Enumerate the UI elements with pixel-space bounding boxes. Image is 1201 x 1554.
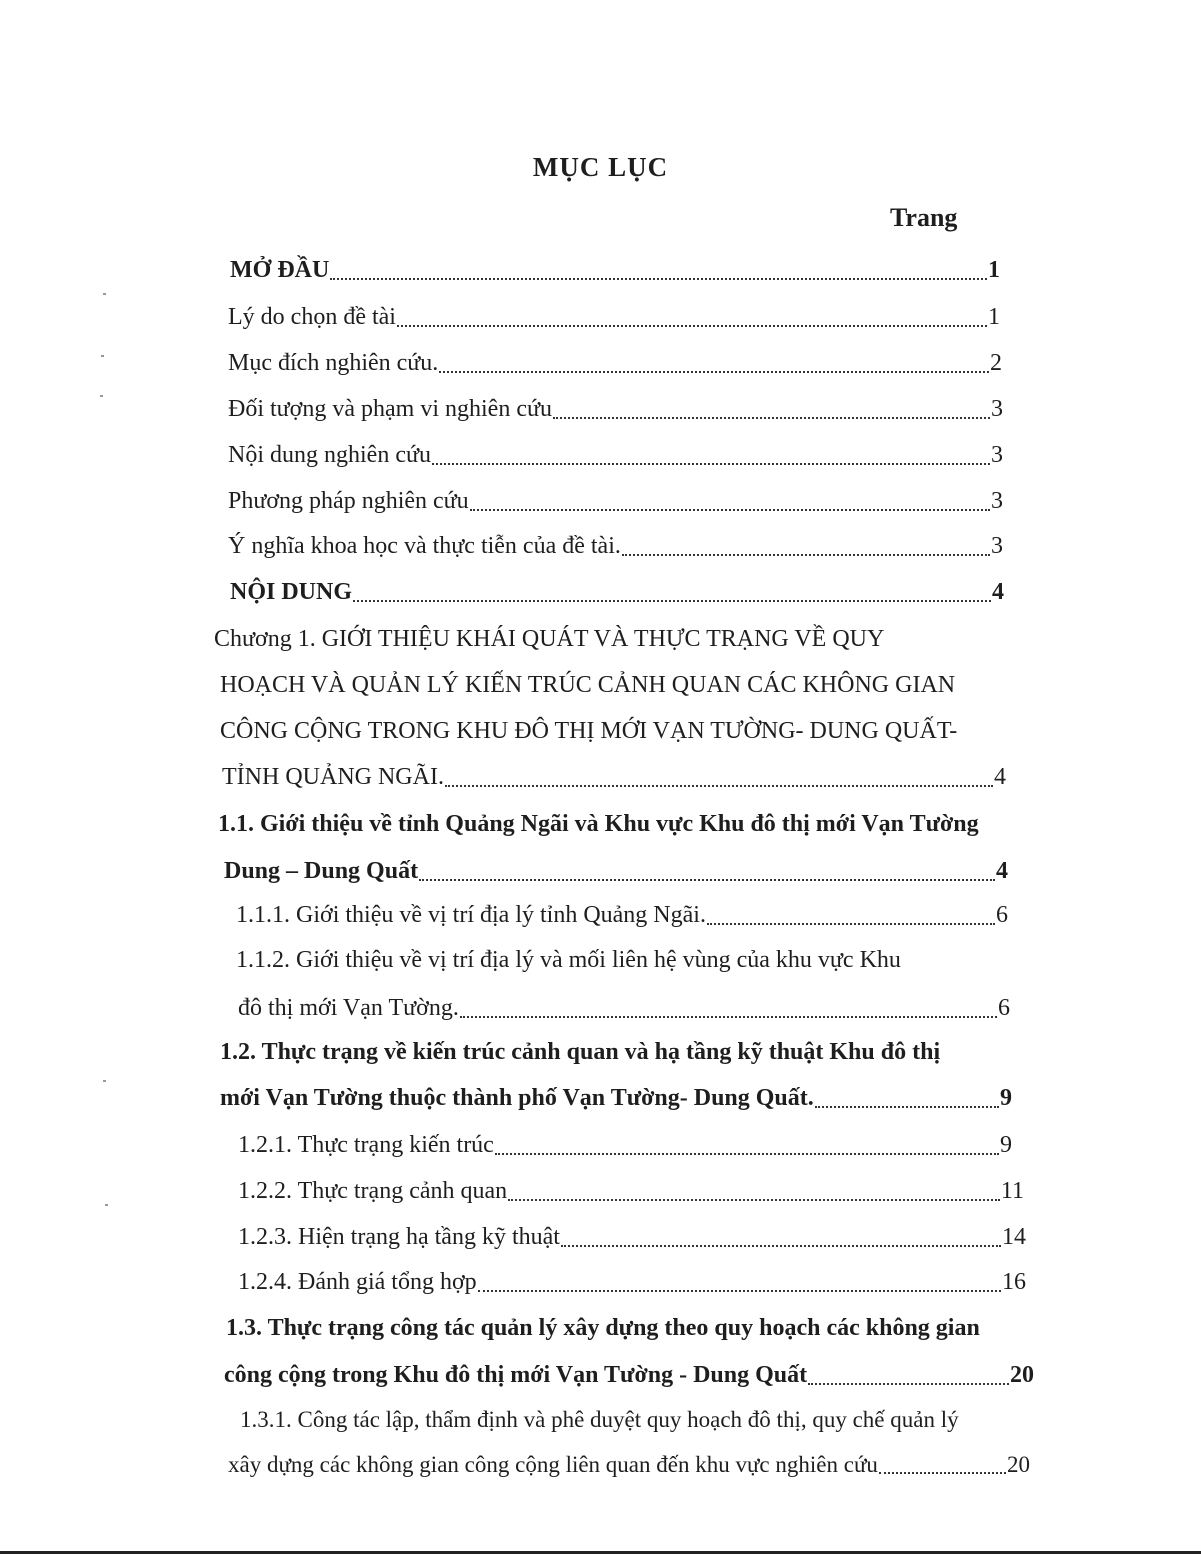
toc-entry-text: NỘI DUNG [230, 579, 353, 605]
dot-leader [478, 1290, 1001, 1292]
dot-leader [445, 785, 993, 787]
dot-leader [815, 1106, 999, 1108]
toc-entry-page: 4 [992, 579, 1004, 605]
toc-entry-page: 6 [998, 995, 1010, 1021]
toc-entry-text: 1.1.2. Giới thiệu về vị trí địa lý và mối liên hệ vùng của khu vực Khu [236, 947, 901, 973]
dot-leader [707, 923, 995, 925]
toc-entry-page: 14 [1002, 1224, 1026, 1250]
scan-speck [105, 1204, 108, 1206]
toc-entry [224, 857, 1008, 886]
toc-entry-text: CÔNG CỘNG TRONG KHU ĐÔ THỊ MỚI VẠN TƯỜNG- DUNG QUẤT- [220, 718, 958, 744]
toc-entry [228, 487, 1003, 516]
toc-entry-text: 1.3.1. Công tác lập, thẩm định và phê duyệt quy hoạch đô thị, quy chế quản lý [240, 1407, 959, 1432]
toc-entry-text: 1.2.4. Đánh giá tổng hợp [238, 1269, 477, 1295]
dot-leader [879, 1472, 1006, 1474]
dot-leader [622, 554, 990, 556]
dot-leader [495, 1153, 999, 1155]
toc-entry-text: 1.3. Thực trạng công tác quản lý xây dựng theo quy hoạch các không gian [226, 1315, 980, 1341]
toc-entry-text: 1.1.1. Giới thiệu về vị trí địa lý tỉnh Quảng Ngãi. [236, 902, 706, 928]
dot-leader [330, 278, 987, 280]
dot-leader [561, 1245, 1001, 1247]
toc-entry-page: 11 [1000, 1178, 1024, 1204]
toc-entry-text: HOẠCH VÀ QUẢN LÝ KIẾN TRÚC CẢNH QUAN CÁC KHÔNG GIAN [220, 672, 956, 698]
dot-leader [439, 371, 989, 373]
toc-entry [238, 1177, 1024, 1206]
toc-entry [228, 395, 1003, 424]
toc-entry [220, 1084, 1012, 1113]
toc-entry-text: 1.2.3. Hiện trạng hạ tầng kỹ thuật [238, 1224, 560, 1250]
toc-entry-page: 3 [991, 396, 1003, 422]
toc-entry-page: 1 [988, 257, 1000, 283]
scan-speck [103, 1080, 106, 1082]
toc-entry-page: 1 [988, 304, 1000, 330]
scan-speck [103, 293, 106, 295]
toc-entry-text: TỈNH QUẢNG NGÃI. [222, 764, 444, 790]
toc-entry-text: Nội dung nghiên cứu [228, 442, 431, 468]
toc-entry [238, 1223, 1026, 1252]
toc-entry [230, 256, 1000, 285]
scan-speck [100, 395, 103, 397]
page-title: MỤC LỤC [532, 152, 669, 182]
toc-entry-text: MỞ ĐẦU [230, 257, 330, 283]
toc-entry [224, 1361, 1034, 1390]
toc-entry [228, 1451, 1030, 1479]
toc-entry [238, 1268, 1026, 1297]
toc-entry [238, 1131, 1012, 1160]
page-column-header: Trang [890, 203, 958, 232]
toc-entry-text: Lý do chọn đề tài [228, 304, 396, 330]
toc-entry-page: 3 [991, 533, 1003, 559]
dot-leader [553, 417, 990, 419]
toc-entry-text: 1.2. Thực trạng về kiến trúc cảnh quan và hạ tầng kỹ thuật Khu đô thị [220, 1039, 941, 1065]
toc-entry [228, 303, 1000, 332]
toc-entry-text: Dung – Dung Quất [224, 858, 419, 884]
toc-entry-text: Mục đích nghiên cứu. [228, 350, 439, 376]
toc-entry-text: 1.2.2. Thực trạng cảnh quan [238, 1178, 508, 1204]
toc-entry-text: xây dựng các không gian công cộng liên quan đến khu vực nghiên cứu [228, 1452, 878, 1477]
toc-entry-text: công cộng trong Khu đô thị mới Vạn Tường - Dung Quất [224, 1362, 808, 1388]
dot-leader [419, 879, 995, 881]
toc-entry [228, 349, 1002, 378]
dot-leader [397, 325, 987, 327]
toc-entry-text: Chương 1. GIỚI THIỆU KHÁI QUÁT VÀ THỰC TRẠNG VỀ QUY [214, 626, 885, 652]
dot-leader [353, 600, 991, 602]
toc-entry-page: 3 [991, 488, 1003, 514]
toc-entry-page: 20 [1007, 1452, 1030, 1477]
toc-entry [236, 901, 1008, 930]
toc-entry-page: 6 [996, 902, 1008, 928]
toc-entry-page: 3 [991, 442, 1003, 468]
toc-entry [238, 994, 1010, 1023]
toc-entry-page: 4 [994, 764, 1006, 790]
toc-entry-text: Ý nghĩa khoa học và thực tiễn của đề tài. [228, 533, 621, 559]
toc-entry-text: mới Vạn Tường thuộc thành phố Vạn Tường- Dung Quất. [220, 1085, 814, 1111]
dot-leader [470, 509, 990, 511]
toc-entry-page: 16 [1002, 1269, 1026, 1295]
toc-entry-text: 1.1. Giới thiệu về tỉnh Quảng Ngãi và Khu vực Khu đô thị mới Vạn Tường [218, 811, 979, 837]
toc-entry-text: Đối tượng và phạm vi nghiên cứu [228, 396, 552, 422]
toc-entry-page: 9 [1000, 1132, 1012, 1158]
toc-entry-page: 2 [990, 350, 1002, 376]
dot-leader [808, 1383, 1009, 1385]
toc-entry-page: 20 [1010, 1362, 1034, 1388]
dot-leader [508, 1199, 1000, 1201]
toc-entry-page: 4 [996, 858, 1008, 884]
dot-leader [432, 463, 990, 465]
dot-leader [460, 1016, 997, 1018]
toc-entry [228, 441, 1003, 470]
toc-entry-text: 1.2.1. Thực trạng kiến trúc [238, 1132, 494, 1158]
toc-entry [228, 532, 1003, 561]
scan-speck [101, 355, 104, 357]
toc-entry-page: 9 [1000, 1085, 1012, 1111]
toc-entry [230, 578, 1004, 607]
toc-entry [222, 763, 1006, 792]
toc-entry-text: đô thị mới Vạn Tường. [238, 995, 459, 1021]
toc-entry-text: Phương pháp nghiên cứu [228, 488, 469, 514]
